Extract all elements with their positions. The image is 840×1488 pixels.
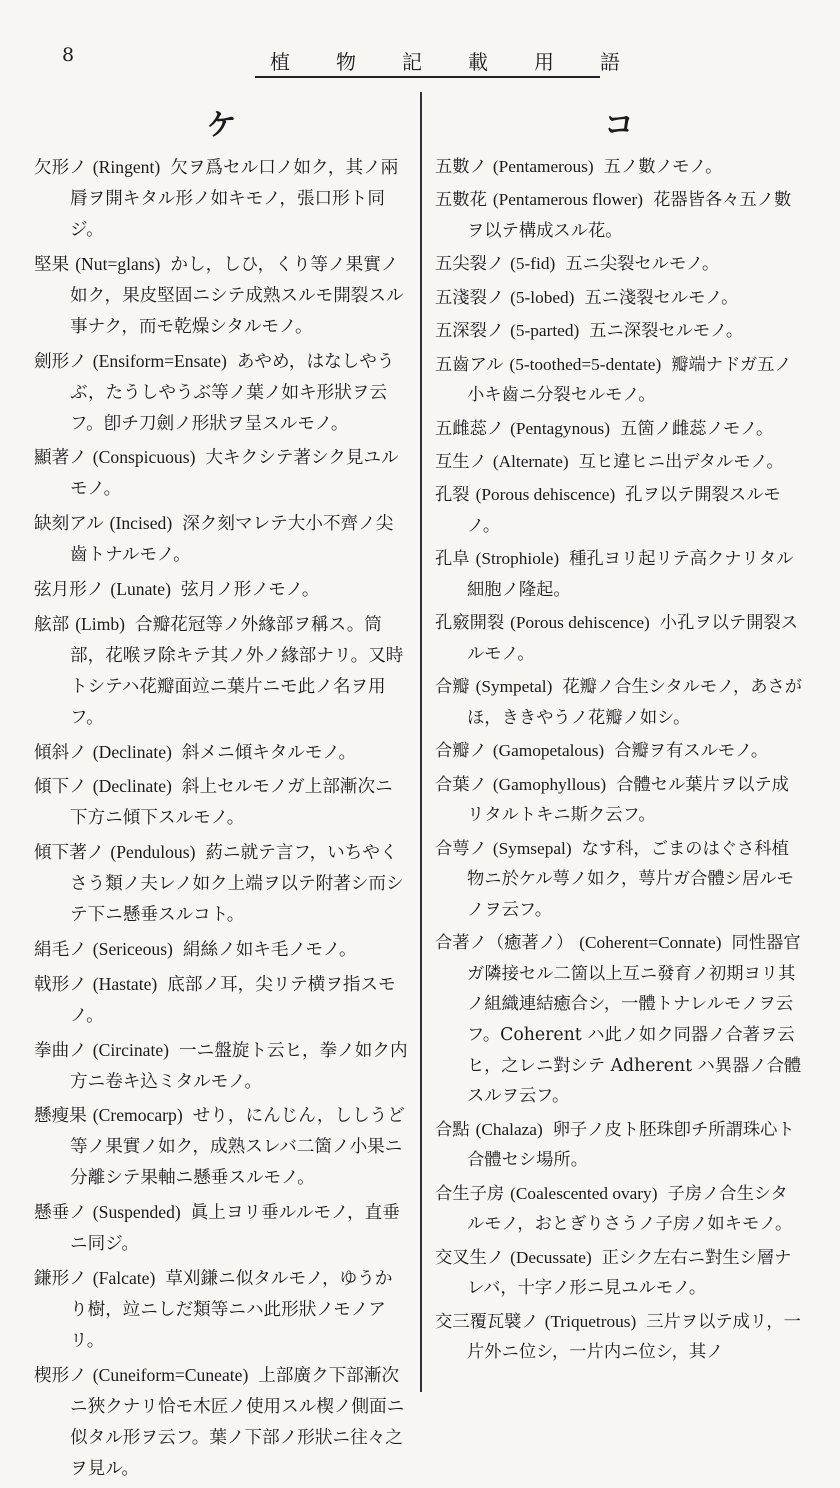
glossary-entry	[34, 969, 409, 1032]
page-number: 8	[62, 44, 75, 66]
entry-term: 傾斜ノ	[34, 742, 87, 763]
entry-term: 五齒アル	[435, 354, 504, 375]
glossary-entry	[34, 737, 409, 769]
entry-definition: 絹絲ノ如キ毛ノモノ。	[182, 939, 357, 960]
entry-latin: (Pentamerous flower)	[492, 190, 644, 210]
glossary-entry	[34, 249, 409, 343]
entry-latin: (Lunate)	[110, 578, 171, 599]
entry-term: 五尖裂ノ	[435, 254, 505, 275]
entry-term: 懸垂ノ	[34, 1203, 87, 1224]
glossary-entry	[435, 544, 803, 605]
entry-latin: (Alternate)	[492, 451, 569, 471]
glossary-entry	[435, 736, 803, 767]
entry-definition: 上部廣ク下部漸次ニ狹クナリ恰モ木匠ノ使用スル楔ノ側面ニ似タル形ヲ云フ。葉ノ下部ノ形狀ニ往々之ヲ見ル。	[70, 1365, 405, 1479]
glossary-entry	[435, 834, 803, 926]
entry-latin: (Limb)	[75, 613, 126, 634]
entry-term: 絹毛ノ	[34, 939, 87, 960]
entry-latin: (Declinate)	[92, 776, 172, 797]
entry-definition: 斜上セルモノガ上部漸次ニ下方ニ傾下スルモノ。	[70, 777, 393, 829]
glossary-entry	[34, 442, 409, 505]
glossary-entry	[435, 480, 803, 541]
entry-term: 五深裂ノ	[435, 321, 505, 342]
entry-latin: (Triquetrous)	[544, 1311, 637, 1331]
entry-definition: 欠ヲ爲セル口ノ如ク，其ノ兩脣ヲ開キタル形ノ如キモノ，張口形ト同ジ。	[70, 158, 399, 240]
entry-definition: 斜メニ傾キタルモノ。	[181, 742, 357, 763]
entry-latin: (Chalaza)	[475, 1119, 543, 1139]
glossary-entry	[34, 1360, 409, 1485]
entry-latin: (Declinate)	[92, 741, 172, 762]
entry-term: 合瓣	[435, 677, 470, 698]
entry-term: 交三覆瓦襞ノ	[435, 1311, 539, 1332]
entry-definition: 三片ヲ以テ成リ，一片外ニ位シ，一片内ニ位シ，其ノ	[467, 1311, 801, 1363]
entry-latin: (Hastate)	[92, 973, 158, 994]
entry-term: 舷部	[34, 614, 70, 635]
entry-definition: 底部ノ耳，尖リテ横ヲ指スモノ。	[70, 974, 396, 1026]
entry-latin: (Decussate)	[510, 1247, 592, 1267]
entry-term: 孔裂	[435, 485, 470, 506]
entry-latin: (5-lobed)	[510, 287, 575, 307]
entry-definition: 葯ニ就テ言フ，いちやくさう類ノ夫レノ如ク上端ヲ以テ附著シ而シテ下ニ懸垂スルコト。	[70, 843, 404, 926]
entry-definition: 卵子ノ皮ト胚珠卽チ所謂珠心ト合體セシ場所。	[467, 1119, 795, 1171]
entry-term: 孔阜	[435, 549, 470, 570]
entry-latin: (Strophiole)	[475, 549, 560, 569]
entry-list	[34, 152, 409, 1485]
glossary-entry	[435, 152, 803, 183]
entry-term: 合著ノ（癒著ノ）	[435, 933, 574, 954]
glossary-entry	[34, 574, 409, 606]
entry-definition: 五ニ尖裂セルモノ。	[565, 254, 720, 275]
entry-latin: (Symsepal)	[492, 838, 572, 858]
entry-latin: (Pentamerous)	[492, 157, 594, 176]
glossary-entry	[34, 934, 409, 966]
entry-latin: (5-fid)	[510, 254, 556, 274]
glossary-entry	[435, 1179, 803, 1240]
glossary-entry	[34, 1035, 409, 1098]
glossary-entry	[435, 1115, 803, 1176]
entry-latin: (5-parted)	[510, 321, 580, 341]
right-column	[435, 104, 803, 1371]
entry-term: 鎌形ノ	[34, 1268, 87, 1289]
entry-term: 合點	[435, 1119, 470, 1140]
glossary-entry	[435, 249, 803, 280]
entry-definition: 五ニ深裂セルモノ。	[589, 321, 744, 342]
entry-definition: 正シク左右ニ對生シ層ナレバ，十字ノ形ニ見ユルモノ。	[467, 1247, 792, 1299]
glossary-entry	[435, 928, 803, 1112]
entry-definition: かし，しひ，くり等ノ果實ノ如ク，果皮堅固ニシテ成熟スルモ開裂スル事ナク，而モ乾燥シタルモノ。	[70, 254, 404, 337]
section-heading-ko: コ	[604, 108, 634, 143]
entry-latin: (Gamopetalous)	[492, 741, 605, 761]
entry-definition: 五ニ淺裂セルモノ。	[584, 287, 739, 308]
entry-term: 弦月形ノ	[34, 579, 105, 600]
left-column	[34, 104, 409, 1488]
glossary-entry	[34, 837, 409, 931]
entry-latin: (Nut=glans)	[75, 253, 161, 274]
entry-latin: (Sympetal)	[475, 677, 553, 697]
entry-latin: (Coalescented ovary)	[510, 1183, 658, 1203]
entry-definition: 五箇ノ雌蕊ノモノ。	[619, 418, 774, 439]
entry-definition: せり，にんじん，ししうど等ノ果實ノ如ク，成熟スレバ二箇ノ小果ニ分離シテ果軸ニ懸垂スルモノ。	[70, 1106, 405, 1189]
entry-definition: 孔ヲ以テ開裂スルモノ。	[467, 485, 781, 536]
entry-term: 五雌蕊ノ	[435, 418, 505, 439]
entry-latin: (Conspicuous)	[92, 447, 196, 468]
entry-term: 拳曲ノ	[34, 1040, 87, 1061]
entry-term: 互生ノ	[435, 451, 487, 472]
entry-definition: 合瓣花冠等ノ外緣部ヲ稱ス。筒部，花喉ヲ除キテ其ノ外ノ緣部ナリ。又時トシテハ花瓣面竝ニ葉片ニモ此ノ名ヲ用フ。	[70, 614, 404, 728]
entry-latin: (Coherent=Connate)	[579, 933, 722, 953]
entry-latin: (Pendulous)	[110, 842, 196, 863]
glossary-entry	[435, 185, 803, 246]
entry-definition: あやめ，はなしやうぶ，たうしやうぶ等ノ葉ノ如キ形狀ヲ云フ。卽チ刀劍ノ形狀ヲ呈スルモノ。	[70, 351, 395, 434]
glossary-entry	[435, 1243, 803, 1304]
entry-definition: 五ノ數ノモノ。	[603, 157, 723, 177]
glossary-entry	[34, 508, 409, 571]
entry-latin: (Incised)	[109, 513, 173, 534]
entry-definition: 合體セル葉片ヲ以テ成リタルトキニ斯ク云フ。	[467, 774, 789, 826]
entry-definition: なす科，ごまのはぐさ科植物ニ於ケル萼ノ如ク，萼片ガ合體シ居ルモノヲ云フ。	[467, 838, 794, 920]
entry-term: 顯著ノ	[34, 448, 87, 469]
glossary-entry	[435, 283, 803, 314]
entry-definition: 草刈鎌ニ似タルモノ，ゆうかり樹，竝ニしだ類等ニハ此形狀ノモノアリ。	[70, 1268, 393, 1351]
entry-definition: 互ヒ違ヒニ出デタルモノ。	[578, 451, 784, 472]
glossary-entry	[435, 608, 803, 669]
glossary-entry	[34, 609, 409, 734]
entry-term: 堅果	[34, 254, 70, 275]
entry-latin: (Cremocarp)	[92, 1105, 183, 1126]
entry-definition: 同性器官ガ隣接セル二箇以上互ニ發育ノ初期ヨリ其ノ組織連結癒合シ，一體トナレルモノヲ云フ。Coherent ハ此ノ如ク同器ノ合著ヲ云ヒ，之レニ對シテ Adherent ハ異器ノ合體スルヲ云フ。	[467, 933, 802, 1107]
entry-latin: (Sericeous)	[92, 938, 173, 959]
glossary-entry	[435, 672, 803, 733]
glossary-entry	[435, 1307, 803, 1368]
entry-definition: 種孔ヨリ起リテ高クナリタル細胞ノ隆起。	[467, 549, 794, 600]
entry-latin: (Ringent)	[92, 157, 161, 177]
section-heading-ke: ケ	[206, 108, 237, 143]
entry-definition: 子房ノ合生シタルモノ，おとぎりさうノ子房ノ如キモノ。	[467, 1183, 793, 1235]
entry-definition: 深ク刻マレテ大小不齊ノ尖齒トナルモノ。	[70, 514, 394, 566]
entry-term: 合葉ノ	[435, 774, 487, 795]
entry-latin: (5-toothed=5-dentate)	[509, 354, 662, 374]
glossary-entry	[34, 771, 409, 834]
column-divider	[420, 92, 422, 1392]
entry-term: 孔竅開裂	[435, 613, 505, 634]
entry-term: 五淺裂ノ	[435, 287, 505, 308]
glossary-entry	[435, 316, 803, 347]
entry-list	[435, 152, 803, 1368]
entry-latin: (Circinate)	[92, 1039, 169, 1060]
entry-definition: 大キクシテ著シク見ユルモノ。	[70, 448, 399, 500]
entry-term: 合生子房	[435, 1183, 505, 1204]
entry-definition: 花器皆各々五ノ數ヲ以テ構成スル花。	[467, 190, 792, 241]
entry-definition: 瓣端ナドガ五ノ小キ齒ニ分裂セルモノ。	[467, 354, 792, 406]
glossary-entry	[435, 414, 803, 445]
entry-term: 缺刻アル	[34, 514, 104, 535]
glossary-entry	[34, 346, 409, 440]
glossary-entry	[435, 350, 803, 411]
entry-term: 欠形ノ	[34, 158, 87, 178]
glossary-entry	[34, 1100, 409, 1194]
entry-term: 五數花	[435, 190, 487, 211]
entry-latin: (Gamophyllous)	[492, 774, 607, 794]
entry-latin: (Suspended)	[92, 1202, 181, 1223]
entry-term: 傾下ノ	[34, 777, 87, 798]
entry-definition: 合瓣ヲ有スルモノ。	[614, 741, 769, 762]
entry-definition: 弦月ノ形ノモノ。	[180, 579, 320, 600]
entry-latin: (Porous dehiscence)	[510, 613, 650, 633]
entry-term: 交叉生ノ	[435, 1247, 505, 1268]
entry-latin: (Pentagynous)	[510, 418, 610, 438]
entry-latin: (Falcate)	[92, 1267, 156, 1288]
glossary-entry	[34, 1263, 409, 1357]
entry-definition: 眞上ヨリ垂ルルモノ，直垂ニ同ジ。	[70, 1203, 400, 1255]
entry-definition: 小孔ヲ以テ開裂スルモノ。	[467, 613, 799, 664]
glossary-entry	[435, 770, 803, 831]
entry-term: 合萼ノ	[435, 838, 487, 859]
entry-definition: 一ニ盤旋ト云ヒ，拳ノ如ク内方ニ卷キ込ミタルモノ。	[70, 1040, 408, 1092]
running-title: 植物記載用語	[270, 50, 666, 74]
entry-term: 懸瘦果	[34, 1106, 87, 1127]
entry-definition: 花瓣ノ合生シタルモノ，あさがほ，ききやうノ花瓣ノ如シ。	[467, 677, 803, 728]
entry-term: 戟形ノ	[34, 974, 87, 995]
header-rule	[255, 76, 600, 78]
glossary-entry	[435, 447, 803, 478]
glossary-entry	[34, 152, 409, 246]
glossary-entry	[34, 1197, 409, 1260]
entry-term: 楔形ノ	[34, 1365, 87, 1386]
entry-term: 劍形ノ	[34, 351, 87, 372]
entry-term: 合瓣ノ	[435, 741, 487, 762]
entry-term: 傾下著ノ	[34, 843, 105, 864]
entry-latin: (Cuneiform=Cuneate)	[92, 1364, 249, 1385]
entry-term: 五數ノ	[435, 157, 487, 177]
entry-latin: (Porous dehiscence)	[475, 485, 616, 505]
entry-latin: (Ensiform=Ensate)	[92, 350, 227, 371]
